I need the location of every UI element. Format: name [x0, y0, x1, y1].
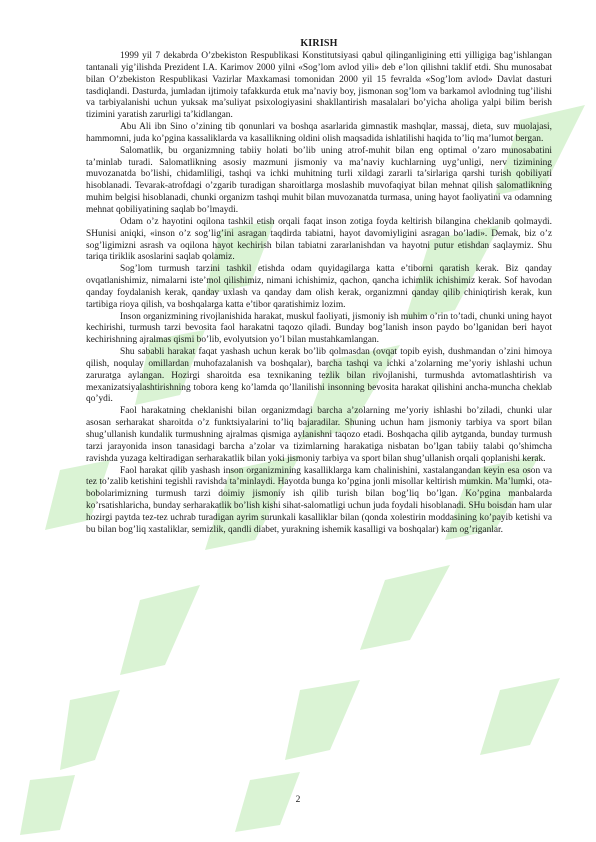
paragraph-8: Faol harakatning cheklanishi bilan organizmdagi barcha a’zolarning me’yoriy ishlashi bo’ziladi, chunki ular asosan serharakat sharoitda o’z funktsiyalarini to’liq bajaradilar. Shuning uchun ham jismoniy tarbiya va sport bilan shug’ullanish kundalik turmushning ajralmas qismiga aylanishni taqozo etadi. Boshqacha qilib aytganda, bunday turmush tarzi jarayonida inson tanasidagi barcha a’zolar va tizimlarning harakatiga nisbatan bo’lgan tabiiy talabi qo’shimcha ravishda yuzaga keltiradigan serharakatlik bilan yoki jismoniy tarbiya va sport bilan shug’ullanish orqali qoplanishi kerak.	[86, 406, 552, 464]
paragraph-7: Shu sababli harakat faqat yashash uchun kerak bo’lib qolmasdan (ovqat topib eyish, dushmandan o’zini himoya qilish, noqulay omillardan muhofazalanish va boshqalar), barcha tashqi va ichki a’zolarning me’yoriy ishlashi uchun zaruratga aylangan. Hozirgi sharoitda esa texnikaning tezlik bilan rivojlanishi, turmushda avtomatlashtirish va mexanizatsiyalashtirishning tobora keng ko’lamda qo’llanilishi insonning bevosita harakat qilishini ancha-muncha cheklab qo’ydi.	[86, 347, 552, 405]
page-number: 2	[295, 795, 301, 805]
paragraph-9: Faol harakat qilib yashash inson organizmining kasalliklarga kam chalinishini, xastalangandan keyin esa oson va tez to’zalib ketishini tegishli ravishda ta’minlaydi. Hayotda bunga ko’pgina jonli misollar keltirish mumkin. Ma’lumki, ota-bobolarimizning turmush tarzi doimiy jismoniy ish qilib turish bilan bog’liq bo’lgan. Ko’pgina manbalarda ko’rsatishlaricha, bunday serharakatlik bo’lish kishi sihat-salomatligi uchun juda foydali hisoblanadi. SHu boisdan ham ular hozirgi paytda tez-tez uchrab turadigan ayrim surunkali kasalliklar bilan (qonda xolestirin moddasining ko’payib ketishi va bu bilan bog’liq xastaliklar, semizlik, qandli diabet, yurakning ishemik kasalligi va boshqalar) kam og’riganlar.	[86, 465, 552, 535]
document-body	[86, 38, 552, 537]
paragraph-5: Sog’lom turmush tarzini tashkil etishda odam quyidagilarga katta e’tiborni qaratish kerak. Biz qanday ovqatlanishimiz, nimalarni iste’mol qilishimiz, nimani ichishimiz, qachon, qancha ichimlik ichishimiz kerak. Sof havodan qanday foydalanish kerak, qanday uxlash va qanday dam olish kerak, organizmni qanday qilib chiniqtirish kerak, kun tartibiga rioya qilish, va boshqalarga katta e’tibor qaratishimiz lozim.	[86, 264, 552, 310]
paragraph-3: Salomatlik, bu organizmning tabiiy holati bo’lib uning atrof-muhit bilan eng optimal o’zaro munosabatini ta’minlab turadi. Salomatlikning asosiy mazmuni jismoniy va ma’naviy kuchlarning uyg’unligi, nerv tizimining muvozanatda bo’lishi, chidamliligi, tashqi va ichki muhitning turli xildagi zararli ta’sirlariga qarshi turish qobiliyati hisoblanadi. Tevarak-atrofdagi o’zgarib turadigan sharoitlarga moslashib muvofaqiyat bilan mehnat qilish salomatlikning muhim belgisi hisoblanadi, chunki organizm tashqi muhit bilan muvozanatda turmasa, uning hayot faoliyatini va odamning mehnat qobiliyatining saqlab bo’lmaydi.	[86, 145, 552, 215]
paragraph-2: Abu Ali ibn Sino o’zining tib qonunlari va boshqa asarlarida gimnastik mashqlar, massaj, dieta, suv muolajasi, hammomni, juda ko’pgina kassaliklarda va kasallikning oldini olish maqsadida ishlatilishi haqida to’liq ma’lumot bergan.	[86, 122, 552, 144]
paragraph-6: Inson organizmining rivojlanishida harakat, muskul faoliyati, jismoniy ish muhim o’rin to’tadi, chunki uning hayot kechirishi, turmush tarzi bevosita faol harakatni taqozo qiladi. Bunday bog’lanish inson paydo bo’lganidan beri hayot kechirishning ajralmas qismi bo’lib, evolyutsion yo’l bilan mustahkamlangan.	[86, 311, 552, 346]
document-title: KIRISH	[300, 38, 338, 49]
paragraph-4: Odam o’z hayotini oqilona tashkil etish orqali faqat inson zotiga foyda keltirish bilangina cheklanib qolmaydi. SHunisi aniqki, «inson o’z sog’lig’ini asragan taqdirda tabiatni, hayot davomiyligini asragan bo’ladi». Demak, biz o’z sog’ligimizni asrash va oqilona hayot kechirish bilan tabiatni zararlanishdan va hayotni putur etishdan saqlaymiz. Shu tariqa tiriklik asoslarini saqlab qolamiz.	[86, 216, 552, 263]
paragraph-1: 1999 yil 7 dekabrda O’zbekiston Respublikasi Konstitutsiyasi qabul qilinganligining etti yilligiga bag’ishlangan tantanali yig’ilishda Prezident I.A. Karimov 2000 yilni «Sog’lom avlod yili» deb e’lon qilishni taklif etdi. Shu munosabat bilan O’zbekiston Respublikasi Vazirlar Maxkamasi tomonidan 2000 yil 15 fevralda «Sog’lom avlod» Davlat dasturi tasdiqlandi. Dasturda, jumladan ijtimoiy tafakkurda etuk ma’naviy boy, jismonan sog’lom va barkamol avlodning tug’ilishi va tarbiyalanishi uchun yuksak ma’suliyat psixologiyasini shakllantirish masalalari bo’yicha aholiga yalpi bilim berish tizimini yaratish zarurligi ta’kidlangan.	[86, 51, 552, 121]
